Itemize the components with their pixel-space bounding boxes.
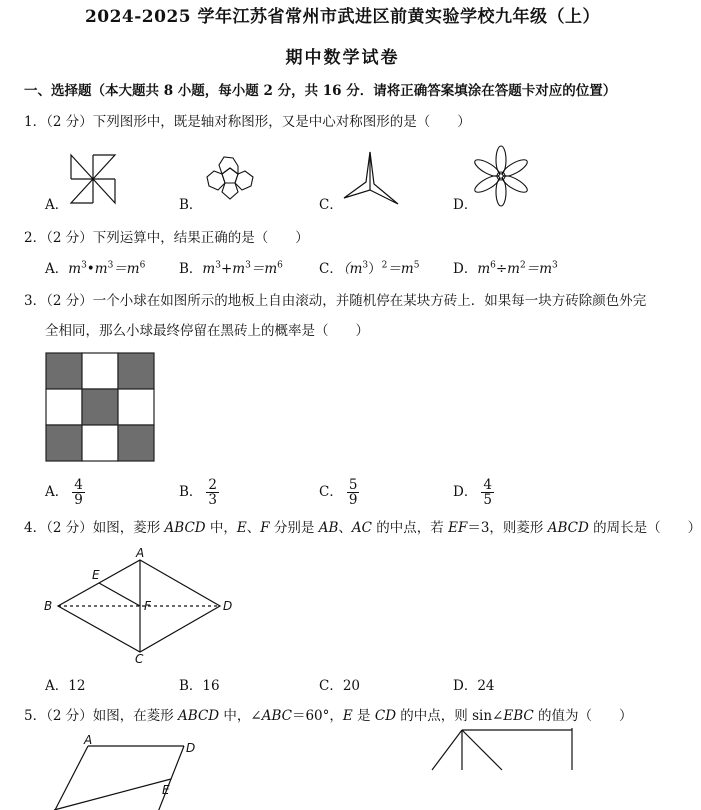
question-score: （2 分） bbox=[46, 114, 93, 130]
option-value: 20 bbox=[342, 678, 361, 694]
expr-part: •m bbox=[86, 261, 108, 277]
question-number: 2． bbox=[24, 230, 47, 246]
fraction bbox=[72, 478, 85, 507]
numerator: 4 bbox=[483, 477, 492, 493]
q2-option-c[interactable] bbox=[319, 257, 419, 277]
rhombus-q5-figure bbox=[40, 732, 210, 810]
pentagon-flower-figure bbox=[200, 150, 260, 206]
question-text: 的值为（ ） bbox=[533, 708, 633, 724]
q3-options bbox=[45, 472, 665, 508]
q1-option-d[interactable]: D． bbox=[453, 197, 478, 213]
question-number: 3． bbox=[24, 293, 47, 309]
q2-option-b[interactable] bbox=[179, 257, 283, 277]
q1-option-a[interactable]: A． bbox=[45, 197, 69, 213]
exponent: 6 bbox=[277, 260, 283, 271]
vertex-b-label: B bbox=[44, 599, 53, 613]
option-label: D． bbox=[453, 484, 478, 500]
question-score: （2 分） bbox=[46, 708, 93, 724]
math-symbol: ABCD bbox=[164, 520, 206, 536]
question-text: 、 bbox=[338, 520, 352, 536]
exponent: 3 bbox=[107, 260, 114, 271]
expr-part: ＝m bbox=[250, 261, 278, 277]
q2-option-d[interactable] bbox=[453, 257, 558, 277]
denominator: 5 bbox=[483, 492, 492, 508]
numerator: 5 bbox=[348, 477, 358, 493]
exponent: 3 bbox=[552, 260, 558, 271]
vertex-c-label: C bbox=[135, 652, 144, 666]
six-petal-flower-figure bbox=[472, 145, 530, 207]
option-label: D． bbox=[453, 261, 478, 277]
question-number: 4． bbox=[24, 520, 47, 536]
question-text: 的中点，则 sin∠ bbox=[396, 708, 504, 724]
expr-part: +m bbox=[220, 261, 246, 277]
exponent: 3 bbox=[81, 260, 87, 271]
point-e-label: E bbox=[162, 783, 170, 797]
fraction bbox=[206, 478, 219, 507]
math-symbol: CD bbox=[374, 708, 397, 724]
option-label: D． bbox=[453, 678, 478, 694]
q1-option-c[interactable]: C． bbox=[319, 197, 343, 213]
q3-option-d[interactable] bbox=[453, 478, 494, 507]
math-symbol: AB bbox=[318, 520, 339, 536]
expr-part: ） bbox=[368, 261, 382, 277]
math-symbol: ABC bbox=[261, 708, 292, 724]
question-text: 的中点，若 bbox=[372, 520, 449, 536]
option-label: A． bbox=[45, 261, 69, 277]
option-value: 12 bbox=[68, 678, 86, 694]
question-number: 5． bbox=[24, 708, 47, 724]
option-value: 16 bbox=[202, 678, 220, 694]
exponent: 3 bbox=[245, 260, 251, 271]
vertex-d-label: D bbox=[186, 741, 196, 755]
expr-part: m bbox=[68, 261, 82, 277]
question-text: 如图，菱形 bbox=[92, 520, 165, 536]
exam-title: 2024-2025 学年江苏省常州市武进区前黄实验学校九年级（上） bbox=[84, 7, 601, 27]
option-label: A． bbox=[45, 484, 69, 500]
exponent: 2 bbox=[381, 260, 388, 271]
numerator: 4 bbox=[74, 477, 83, 493]
q1-option-b[interactable]: B． bbox=[179, 197, 203, 213]
expr-part: ÷m bbox=[495, 261, 520, 277]
option-label: C． bbox=[319, 261, 343, 277]
math-symbol: EF bbox=[448, 520, 468, 536]
math-symbol: ABCD bbox=[547, 520, 589, 536]
q4-option-c[interactable] bbox=[319, 674, 360, 694]
question-text: 、 bbox=[246, 520, 261, 536]
q2-option-a[interactable] bbox=[45, 257, 145, 277]
expr-part: ＝m bbox=[113, 261, 140, 277]
q3-option-a[interactable] bbox=[45, 478, 85, 507]
question-2 bbox=[24, 226, 309, 246]
math-symbol: E bbox=[236, 520, 247, 536]
question-score: （2 分） bbox=[46, 230, 93, 246]
q2-options bbox=[45, 257, 665, 277]
question-text: 分别是 bbox=[269, 520, 319, 536]
question-text: ＝3，则菱形 bbox=[467, 520, 548, 536]
section-heading: 一、选择题（本大题共 8 小题，每小题 2 分，共 16 分．请将正确答案填涂在答题卡对应的位置） bbox=[24, 83, 617, 99]
expr-part: ＝m bbox=[387, 261, 414, 277]
question-text: 中， bbox=[205, 520, 237, 536]
expr-part: ＝m bbox=[525, 261, 553, 277]
question-3-line-2: 全相同，那么小球最终停留在黑砖上的概率是（ ） bbox=[45, 323, 369, 339]
rhombus-abcd-figure bbox=[40, 546, 240, 666]
q4-option-a[interactable] bbox=[45, 674, 85, 694]
question-text: 中，∠ bbox=[219, 708, 262, 724]
math-symbol: AC bbox=[351, 520, 372, 536]
exponent: 3 bbox=[215, 260, 221, 271]
question-text: 一个小球在如图所示的地板上自由滚动，并随机停在某块方砖上．如果每一块方砖除颜色外完 bbox=[92, 293, 647, 309]
question-number: 1． bbox=[24, 114, 47, 130]
math-symbol: ABCD bbox=[178, 708, 220, 724]
question-text: ＝60°， bbox=[291, 708, 343, 724]
expr-part: m bbox=[477, 261, 491, 277]
partial-figure bbox=[430, 724, 580, 774]
vertex-a-label: A bbox=[136, 546, 145, 560]
question-text: 下列运算中，结果正确的是（ ） bbox=[92, 230, 309, 246]
point-f-label: F bbox=[144, 599, 151, 613]
denominator: 9 bbox=[74, 492, 83, 508]
math-symbol: EBC bbox=[503, 708, 534, 724]
question-text: 下列图形中，既是轴对称图形，又是中心对称图形的是（ ） bbox=[92, 114, 471, 130]
q3-option-c[interactable] bbox=[319, 478, 359, 507]
fraction bbox=[481, 478, 494, 507]
tile-grid-figure bbox=[46, 353, 154, 461]
exponent: 2 bbox=[520, 260, 526, 271]
option-value: 24 bbox=[477, 678, 495, 694]
exponent: 6 bbox=[139, 260, 146, 271]
option-label: B． bbox=[179, 678, 203, 694]
expr-part: （m bbox=[342, 261, 363, 277]
vertex-a-label: A bbox=[84, 733, 93, 747]
q3-option-b[interactable] bbox=[179, 478, 219, 507]
option-label: B． bbox=[179, 261, 203, 277]
question-5 bbox=[24, 704, 633, 724]
point-e-label: E bbox=[92, 568, 100, 582]
denominator: 3 bbox=[208, 492, 218, 508]
denominator: 9 bbox=[348, 492, 358, 508]
question-text: 如图，在菱形 bbox=[92, 708, 179, 724]
exam-subtitle: 期中数学试卷 bbox=[285, 48, 400, 68]
option-label: C． bbox=[319, 678, 343, 694]
question-score: （2 分） bbox=[46, 293, 93, 309]
fraction bbox=[347, 478, 360, 507]
exponent: 3 bbox=[362, 260, 369, 271]
exponent: 5 bbox=[413, 260, 420, 271]
q4-options bbox=[45, 674, 665, 694]
q4-option-d[interactable] bbox=[453, 674, 495, 694]
question-3 bbox=[24, 289, 646, 309]
exponent: 6 bbox=[490, 260, 496, 271]
option-label: C． bbox=[319, 484, 343, 500]
question-1 bbox=[24, 110, 471, 130]
vertex-d-label: D bbox=[223, 599, 233, 613]
option-label: B． bbox=[179, 484, 203, 500]
math-symbol: E bbox=[342, 708, 353, 724]
expr-part: m bbox=[202, 261, 216, 277]
question-text: 是 bbox=[352, 708, 375, 724]
three-point-star-figure bbox=[340, 150, 402, 208]
numerator: 2 bbox=[208, 477, 218, 493]
question-text: 的周长是（ ） bbox=[588, 520, 701, 536]
q4-option-b[interactable] bbox=[179, 674, 220, 694]
pinwheel-figure bbox=[66, 150, 120, 208]
question-score: （2 分） bbox=[46, 520, 93, 536]
question-4 bbox=[24, 516, 701, 536]
math-symbol: F bbox=[260, 520, 270, 536]
option-label: A． bbox=[45, 678, 69, 694]
